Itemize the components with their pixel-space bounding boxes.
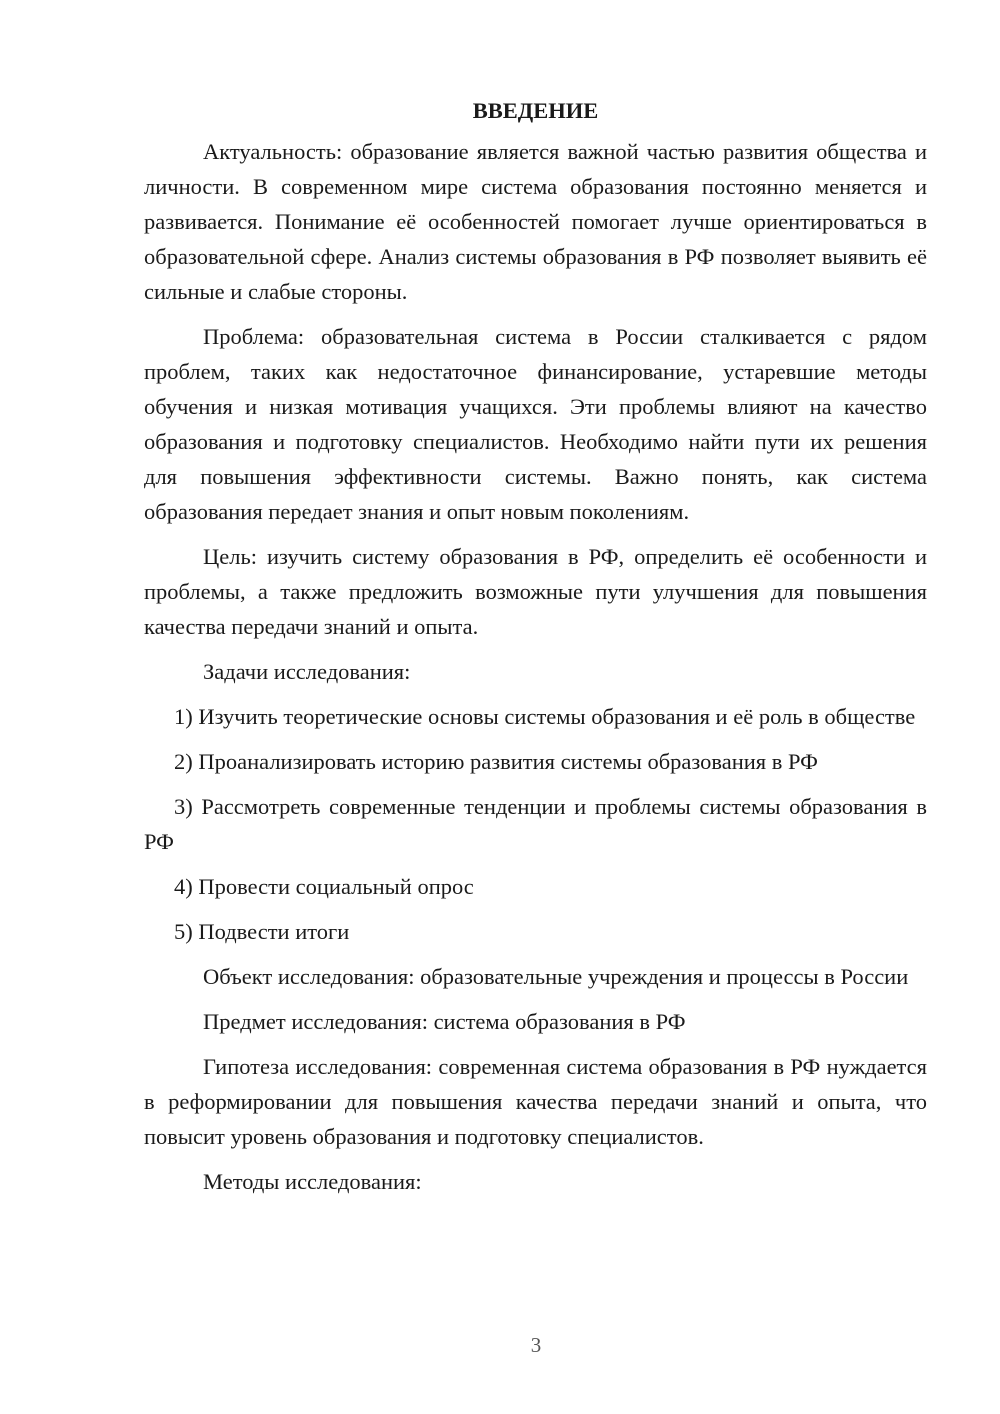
paragraph-tasks-intro: Задачи исследования: [203, 659, 411, 684]
paragraph-methods: Методы исследования: [203, 1169, 422, 1194]
paragraph-hypothesis: Гипотеза исследования: современная система образования в РФ нуждается в реформировании для повышения качества передачи знаний и опыта, что повысит уровень образования и подготовку специалистов. [144, 1054, 927, 1149]
task-item-2: 2) Проанализировать историю развития системы образования в РФ [174, 749, 818, 774]
task-item-5: 5) Подвести итоги [174, 919, 350, 944]
paragraph-problem: Проблема: образовательная система в России сталкивается с рядом проблем, таких как недостаточное финансирование, устаревшие методы обучения и низкая мотивация учащихся. Эти проблемы влияют на качество образования и подготовку специалистов. Необходимо найти пути их решения для повышения эффективности системы. Важно понять, как система образования передает знания и опыт новым поколениям. [144, 324, 927, 524]
task-item-3: 3) Рассмотреть современные тенденции и проблемы системы образования в РФ [144, 794, 927, 854]
paragraph-relevance: Актуальность: образование является важной частью развития общества и личности. В современном мире система образования постоянно меняется и развивается. Понимание её особенностей помогает лучше ориентироваться в образовательной сфере. Анализ системы образования в РФ позволяет выявить её сильные и слабые стороны. [144, 139, 927, 304]
task-item-4: 4) Провести социальный опрос [174, 874, 474, 899]
task-item-1: 1) Изучить теоретические основы системы образования и её роль в обществе [174, 704, 916, 729]
page-content [144, 93, 927, 1209]
paragraph-subject: Предмет исследования: система образования в РФ [203, 1009, 686, 1034]
section-heading: ВВЕДЕНИЕ [472, 98, 599, 123]
paragraph-object: Объект исследования: образовательные учреждения и процессы в России [203, 964, 909, 989]
paragraph-goal: Цель: изучить систему образования в РФ, определить её особенности и проблемы, а также предложить возможные пути улучшения для повышения качества передачи знаний и опыта. [144, 544, 927, 639]
page-number: 3 [530, 1333, 542, 1357]
